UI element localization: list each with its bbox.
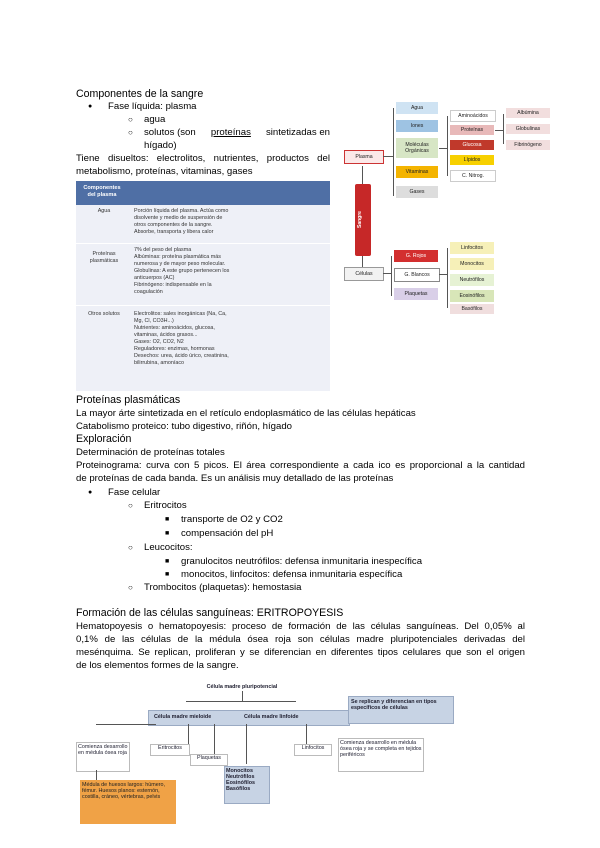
hema-leucos: Monocitos Neutrófilos Eosinófilos Basófilos (224, 766, 270, 804)
item-agua: ○ agua (144, 113, 165, 126)
row-desc (134, 247, 324, 296)
item-compensacion: ■ compensación del pH (181, 527, 273, 540)
section-title-eritropoyesis: Formación de las células sanguíneas: ERITROPOYESIS (76, 607, 344, 619)
col1-gases: Gases (396, 186, 438, 198)
hema-linfocitos: Linfocitos (294, 744, 332, 756)
hema-p2: 0,1% de las células de la médula ósea roja son células madre pluripotenciales derivadas del (76, 634, 525, 645)
dissolved-line-1 (76, 152, 330, 165)
cells-blancos: G. Blancos (394, 268, 440, 282)
col3-fibrinogeno: Fibrinógeno (506, 140, 550, 150)
table-divider (76, 305, 330, 306)
col2-glucosa: Glucosa (450, 140, 494, 150)
row-desc (134, 311, 324, 367)
col3-globulinas: Globulinas (506, 124, 550, 134)
connector (503, 114, 504, 144)
proteins-line-4: Proteinograma: curva con 5 picos. El área correspondiente a cada ico es proporcional a la cantidad (76, 460, 525, 471)
connector (391, 256, 392, 296)
connector (246, 724, 247, 764)
desc-line: disolvente y medio de suspensión de (134, 215, 223, 221)
hema-replican: Se replican y diferencian en tipos específicos de células (348, 696, 454, 724)
item-leucocitos: ○ Leucocitos: (144, 541, 193, 554)
col3-albumina: Albúmina (506, 108, 550, 118)
item-trombocitos: ○ Trombocitos (plaquetas): hemostasia (144, 581, 301, 594)
wbc-basofilos: Basófilos (450, 304, 494, 314)
item-eritrocitos: ○ Eritrocitos (144, 499, 187, 512)
desc-line: Globulinas: A este grupo pertenecen los (134, 268, 230, 274)
connector (242, 691, 243, 701)
dissolved-text-2: metabolismo, proteínas, vitaminas, gases (76, 166, 253, 177)
desc-line: coagulación (134, 289, 163, 295)
hema-p1: Hematopoyesis o hematopoyesis: proceso de formación de las células sanguíneas. Del 0,05% al (76, 621, 525, 632)
connector (186, 701, 296, 702)
desc-line: Desechos: urea, ácido úrico, creatinina, (134, 353, 229, 359)
celulas-box: Células (344, 267, 384, 281)
connector (188, 724, 189, 746)
solutos-higado: hígado) (144, 140, 177, 151)
item-monocitos: ■ monocitos, linfocitos: defensa inmunitaria específica (181, 568, 402, 581)
row-name: Otros solutos (88, 311, 120, 317)
col1-vitaminas: Vitaminas (396, 166, 438, 178)
connector (495, 130, 503, 131)
col1-iones: Iones (396, 120, 438, 132)
wbc-eosinofilos: Eosinófilos (450, 290, 494, 302)
col2-proteinas: Proteínas (450, 125, 494, 135)
item-transporte: ■ transporte de O2 y CO2 (181, 513, 283, 526)
cells-plaquetas: Plaquetas (394, 288, 438, 300)
row-desc (134, 208, 324, 236)
desc-line: Absorbe, transporta y libera calor (134, 229, 214, 235)
sangre-label: Sangre (357, 211, 363, 229)
connector (362, 166, 363, 184)
plasma-box: Plasma (344, 150, 384, 164)
item-granulocitos: ■ granulocitos neutrófilos: defensa inmunitaria inespecífica (181, 555, 422, 568)
solutos-proteinas: proteínas (210, 127, 251, 138)
desc-line: Reguladores: enzimas, hormonas (134, 346, 215, 352)
desc-line: vitaminas, ácidos grasos... (134, 332, 198, 338)
connector (383, 156, 393, 157)
hema-mieloide: Célula madre mieloide (154, 714, 212, 720)
solutos-text-c: sintetizadas en (266, 127, 330, 138)
hema-linfoide: Célula madre linfoide (244, 714, 299, 720)
blood-composition-diagram (340, 96, 542, 312)
desc-line: Fibrinógeno: indispensable en la (134, 282, 212, 288)
hema-note1: Comienza desarrollo en médula ósea roja (76, 742, 130, 772)
desc-line: Gases: O2, CO2, N2 (134, 339, 184, 345)
wbc-linfocitos: Linfocitos (450, 242, 494, 254)
col2-aminoacidos: Aminoácidos (450, 110, 496, 122)
hema-p2-wrap (76, 633, 525, 646)
connector (393, 108, 394, 196)
hema-eritrocitos: Eritrocitos (150, 744, 190, 756)
hema-plaquetas: Plaquetas (190, 754, 228, 766)
connector (439, 274, 447, 275)
desc-line: otros componentes de la sangre. (134, 222, 213, 228)
desc-line: Porción líquida del plasma. Actúa como (134, 208, 229, 214)
hema-p3-wrap (76, 646, 525, 659)
proteins-line-2: Catabolismo proteico: tubo digestivo, riñón, hígado (76, 421, 292, 432)
dissolved-text-1: Tiene disueltos: electrolitos, nutrientes, productos del (76, 153, 330, 164)
connector (306, 724, 307, 746)
col1-moleculas: Moléculas Orgánicas (396, 138, 438, 158)
connector (447, 116, 448, 176)
desc-line: Electrolitos: sales inorgánicas (Na, Ca, (134, 311, 227, 317)
row-name: Agua (97, 208, 111, 214)
connector (96, 770, 97, 780)
exploracion-title: Exploración (76, 433, 132, 445)
hema-orange: Médula de huesos largos: húmero, fémur. Huesos planos: esternón, costilla, cráneo, vértebras, pelvis (80, 780, 176, 824)
col1-agua: Agua (396, 102, 438, 114)
table-divider (76, 243, 330, 244)
desc-line: bilirrubina, amoníaco (134, 360, 185, 366)
row-name: Proteínas plasmáticas (89, 251, 119, 264)
hema-p4: de los elementos formes de la sangre. (76, 660, 239, 671)
hema-top: Célula madre pluripotencial (206, 684, 278, 690)
hema-p1-wrap (76, 620, 525, 633)
connector (383, 273, 391, 274)
proteins-line-5: de proteínas de cada banda. Es un análisis muy detallado de las proteínas (76, 473, 394, 484)
bullet-plasma: ● Fase líquida: plasma (108, 100, 197, 113)
hema-note2: Comienza desarrollo en médula ósea roja y se completa en tejidos periféricos (338, 738, 424, 772)
hematopoiesis-diagram (76, 682, 466, 822)
connector (447, 248, 448, 308)
proteins-line-4-wrap (76, 459, 525, 472)
hema-p3: mesénquima. Se replican, proliferan y se diferencian en diferentes tipos celulares que son el origen (76, 647, 525, 658)
proteins-line-1: La mayor árte sintetizada en el retículo endoplasmático de las células hepáticas (76, 408, 416, 419)
plasma-components-table (76, 181, 330, 391)
item-solutos (144, 126, 330, 139)
section-title-components: Componentes de la sangre (76, 88, 204, 100)
cells-rojos: G. Rojos (394, 250, 438, 262)
desc-line: Albúminas: proteína plasmática más (134, 254, 221, 260)
proteins-line-3: Determinación de proteínas totales (76, 447, 225, 458)
connector (96, 724, 156, 725)
table-header (76, 181, 330, 205)
desc-line: numerosa y de mayor peso molecular. (134, 261, 226, 267)
table-header-label: Componentes del plasma (83, 185, 121, 198)
wbc-monocitos: Monocitos (450, 258, 494, 270)
col2-lipidos: Lípidos (450, 155, 494, 165)
desc-line: 7% del peso del plasma (134, 247, 192, 253)
solutos-text-a: ○ solutos (son (144, 127, 196, 138)
wbc-neutrofilos: Neutrófilos (450, 274, 494, 286)
section-title-proteins: Proteínas plasmáticas (76, 394, 181, 406)
bullet-fase-celular: ● Fase celular (108, 486, 160, 499)
desc-line: Mg, Cl, CO3H...) (134, 318, 174, 324)
connector (439, 148, 447, 149)
col2-cnitrog: C. Nitrog. (450, 170, 496, 182)
desc-line: Nutrientes: aminoácidos, glucosa, (134, 325, 215, 331)
desc-line: anticuerpos (AC) (134, 275, 175, 281)
